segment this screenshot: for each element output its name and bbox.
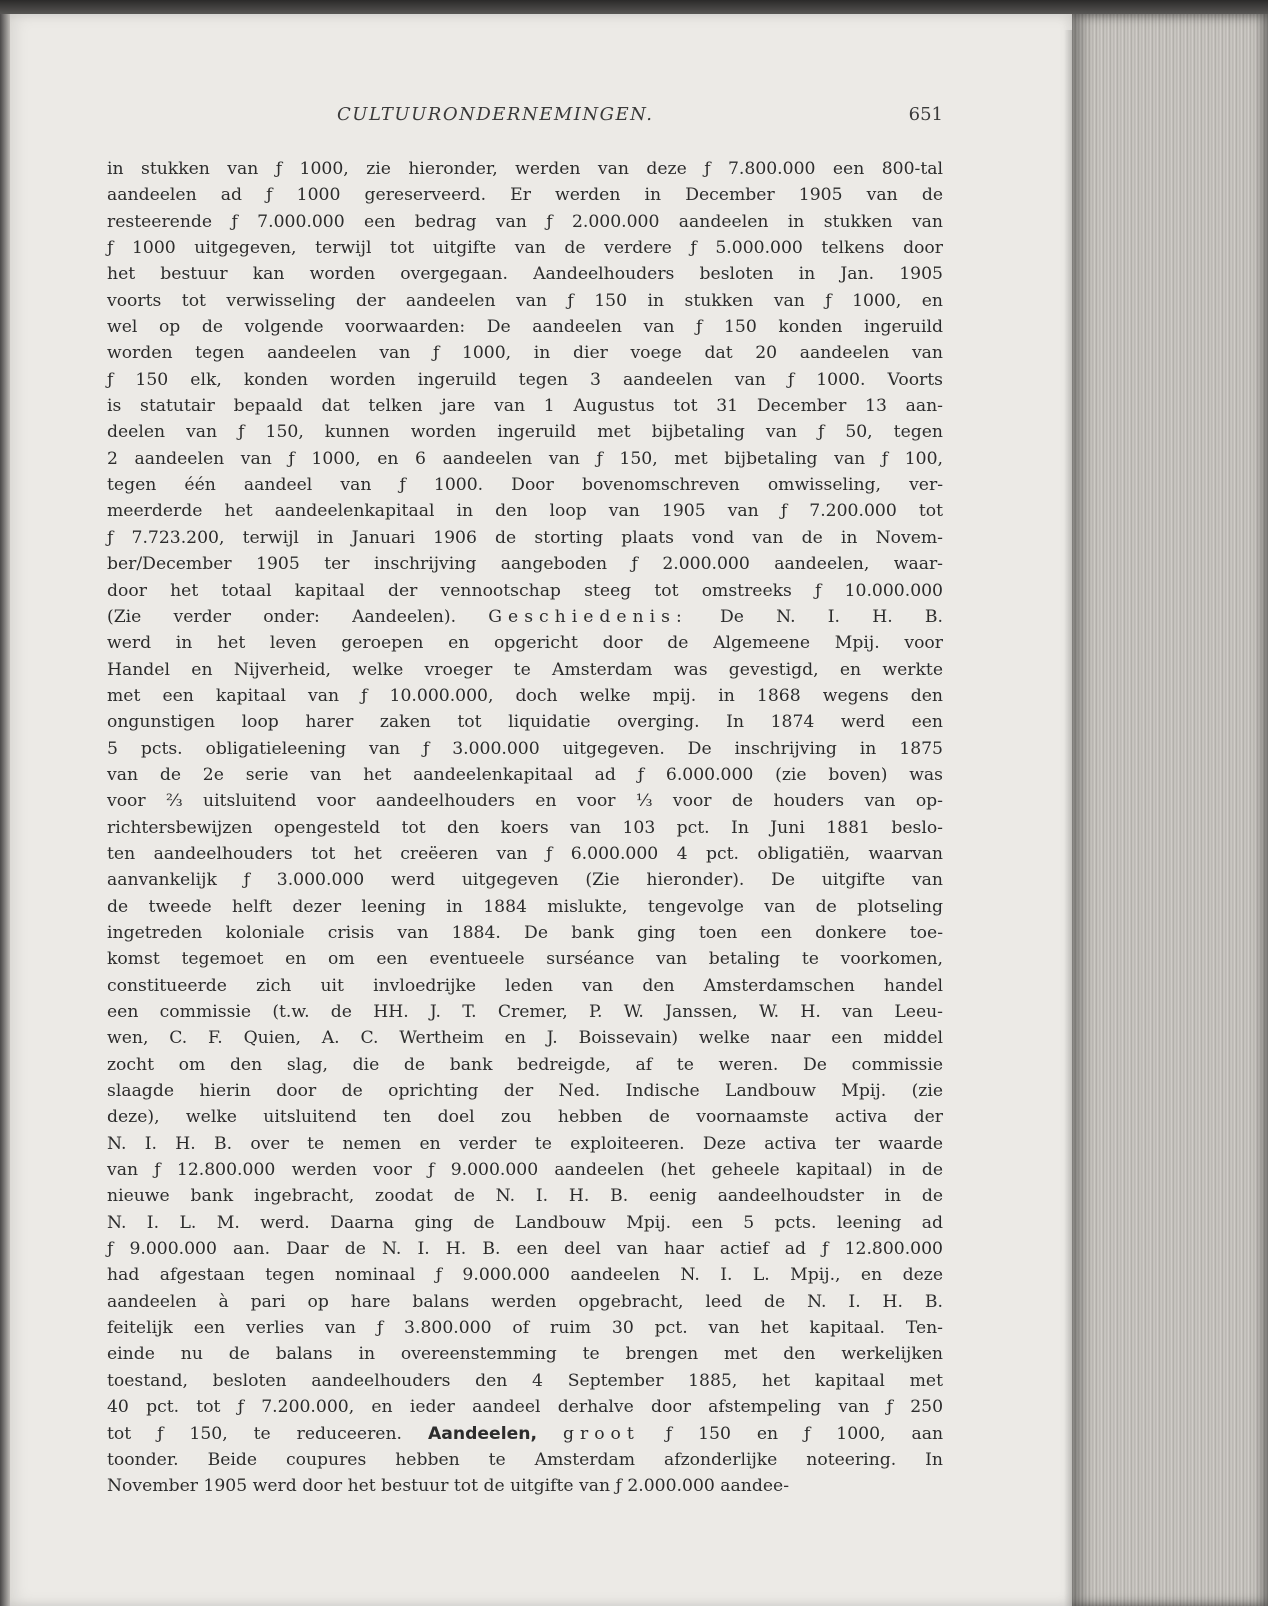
text-line: wen, C. F. Quien, A. C. Wertheim en J. Boissevain) welke naar een middel (107, 1028, 943, 1049)
section-heading-aandeelen: Aandeelen, (427, 1423, 538, 1444)
text-line: ƒ 1000 uitgegeven, terwijl tot uitgifte van de verdere ƒ 5.000.000 telkens door (107, 238, 943, 259)
text-line: een commissie (t.w. de HH. J. T. Cremer, P. W. Janssen, W. H. van Leeu- (107, 1002, 943, 1022)
text-line: door het totaal kapitaal der vennootschap steeg tot omstreeks ƒ 10.000.000 (107, 580, 943, 601)
text-line: aanvankelijk ƒ 3.000.000 werd uitgegeven (Zie hieronder). De uitgifte van (107, 870, 943, 891)
text-line: toestand, besloten aandeelhouders den 4 September 1885, het kapitaal met (107, 1370, 943, 1391)
text-line: aandeelen ad ƒ 1000 gereserveerd. Er werden in December 1905 van de (107, 185, 943, 206)
text-line: meerderde het aandeelenkapitaal in den loop van 1905 van ƒ 7.200.000 tot (107, 501, 943, 522)
text-line: November 1905 werd door het bestuur tot de uitgifte van ƒ 2.000.000 aandee- (107, 1476, 790, 1497)
text-line: toonder. Beide coupures hebben te Amsterdam afzonderlijke noteering. In (107, 1449, 943, 1470)
text-line: aandeelen à pari op hare balans werden opgebracht, leed de N. I. H. B. (107, 1291, 943, 1312)
text-line: ongunstigen loop harer zaken tot liquidatie overging. In 1874 werd een (107, 712, 943, 733)
text-line: komst tegemoet en om een eventueele surséance van betaling te voorkomen, (107, 949, 943, 970)
text-line: worden tegen aandeelen van ƒ 1000, in dier voege dat 20 aandeelen van (107, 343, 943, 364)
text-line: werd in het leven geroepen en opgericht door de Algemeene Mpij. voor (107, 633, 943, 654)
text-line: deelen van ƒ 150, kunnen worden ingeruild met bijbetaling van ƒ 50, tegen (107, 422, 943, 443)
text-line: in stukken van ƒ 1000, zie hieronder, werden van deze ƒ 7.800.000 een 800-tal (107, 159, 943, 179)
body-text (107, 156, 943, 1500)
text-line: voor ⅔ uitsluitend voor aandeelhouders en voor ⅓ voor de houders van op- (107, 791, 943, 812)
text-line: had afgestaan tegen nominaal ƒ 9.000.000 aandeelen N. I. L. Mpij., en deze (107, 1265, 943, 1286)
text-fragment: De N. I. H. B. (719, 606, 944, 627)
text-line: ƒ 9.000.000 aan. Daar de N. I. H. B. een deel van haar actief ad ƒ 12.800.000 (107, 1239, 943, 1260)
text-line: van ƒ 12.800.000 werden voor ƒ 9.000.000 aandeelen (het geheele kapitaal) in de (107, 1160, 943, 1181)
running-title: CULTUURONDERNEMINGEN. (337, 104, 654, 125)
text-line: richtersbewijzen opengesteld tot den koers van 103 pct. In Juni 1881 beslo- (107, 817, 943, 838)
text-line: is statutair bepaald dat telken jare van 1 Augustus tot 31 December 13 aan- (107, 396, 943, 417)
spaced-word-groot: groot (562, 1423, 640, 1444)
text-line: 2 aandeelen van ƒ 1000, en 6 aandeelen van ƒ 150, met bijbetaling van ƒ 100, (107, 448, 943, 469)
text-line: met een kapitaal van ƒ 10.000.000, doch welke mpij. in 1868 wegens den (107, 685, 943, 706)
text-line: resteerende ƒ 7.000.000 een bedrag van ƒ 2.000.000 aandeelen in stukken van (107, 211, 943, 232)
text-line: Handel en Nijverheid, welke vroeger te Amsterdam was gevestigd, en werkte (107, 659, 943, 680)
text-line: ber/December 1905 ter inschrijving aangeboden ƒ 2.000.000 aandeelen, waar- (107, 554, 943, 575)
section-heading-geschiedenis: Geschiedenis: (488, 606, 688, 627)
text-line-with-heading (107, 604, 943, 630)
text-line: 5 pcts. obligatieleening van ƒ 3.000.000 uitgegeven. De inschrijving in 1875 (107, 738, 943, 759)
text-line: ƒ 7.723.200, terwijl in Januari 1906 de storting plaats vond van de in Novem- (107, 527, 943, 548)
text-line: nieuwe bank ingebracht, zoodat de N. I. H. B. eenig aandeelhoudster in de (107, 1186, 943, 1207)
text-line: de tweede helft dezer leening in 1884 mislukte, tengevolge van de plotseling (107, 896, 943, 917)
text-line-with-heading (107, 1421, 943, 1447)
text-line: ƒ 150 elk, konden worden ingeruild tegen 3 aandeelen van ƒ 1000. Voorts (107, 369, 943, 390)
text-fragment: tot ƒ 150, te reduceeren. (107, 1423, 402, 1444)
text-line: 40 pct. tot ƒ 7.200.000, en ieder aandeel derhalve door afstempeling van ƒ 250 (107, 1397, 943, 1418)
page-left-edge (0, 14, 10, 1606)
text-fragment: (Zie verder onder: Aandeelen). (107, 606, 457, 627)
text-line: feitelijk een verlies van ƒ 3.800.000 of ruim 30 pct. van het kapitaal. Ten- (107, 1318, 943, 1339)
text-fragment: ƒ 150 en ƒ 1000, aan (665, 1423, 944, 1444)
text-line: ten aandeelhouders tot het creëeren van ƒ 6.000.000 4 pct. obligatiën, waarvan (107, 843, 943, 864)
text-line: slaagde hierin door de oprichting der Ned. Indische Landbouw Mpij. (zie (107, 1081, 943, 1102)
text-line: tegen één aandeel van ƒ 1000. Door bovenomschreven omwisseling, ver- (107, 475, 943, 496)
text-line: van de 2e serie van het aandeelenkapitaal ad ƒ 6.000.000 (zie boven) was (107, 764, 943, 785)
text-line: wel op de volgende voorwaarden: De aandeelen van ƒ 150 konden ingeruild (107, 317, 943, 338)
text-line: voorts tot verwisseling der aandeelen van ƒ 150 in stukken van ƒ 1000, en (107, 290, 943, 311)
text-line: het bestuur kan worden overgegaan. Aandeelhouders besloten in Jan. 1905 (107, 264, 943, 285)
text-line: constitueerde zich uit invloedrijke leden van den Amsterdamschen handel (107, 975, 943, 996)
text-line: ingetreden koloniale crisis van 1884. De bank ging toen een donkere toe- (107, 922, 943, 943)
text-line: einde nu de balans in overeenstemming te brengen met den werkelijken (107, 1344, 943, 1365)
book-page-stack (1072, 14, 1268, 1606)
page-header (107, 104, 943, 132)
page-number: 651 (908, 104, 943, 125)
text-line: N. I. H. B. over te nemen en verder te exploiteeren. Deze activa ter waarde (107, 1133, 943, 1154)
text-line: N. I. L. M. werd. Daarna ging de Landbouw Mpij. een 5 pcts. leening ad (107, 1212, 943, 1233)
text-line: deze), welke uitsluitend ten doel zou hebben de voornaamste activa der (107, 1107, 943, 1128)
text-line: zocht om den slag, die de bank bedreigde, af te weren. De commissie (107, 1054, 943, 1075)
